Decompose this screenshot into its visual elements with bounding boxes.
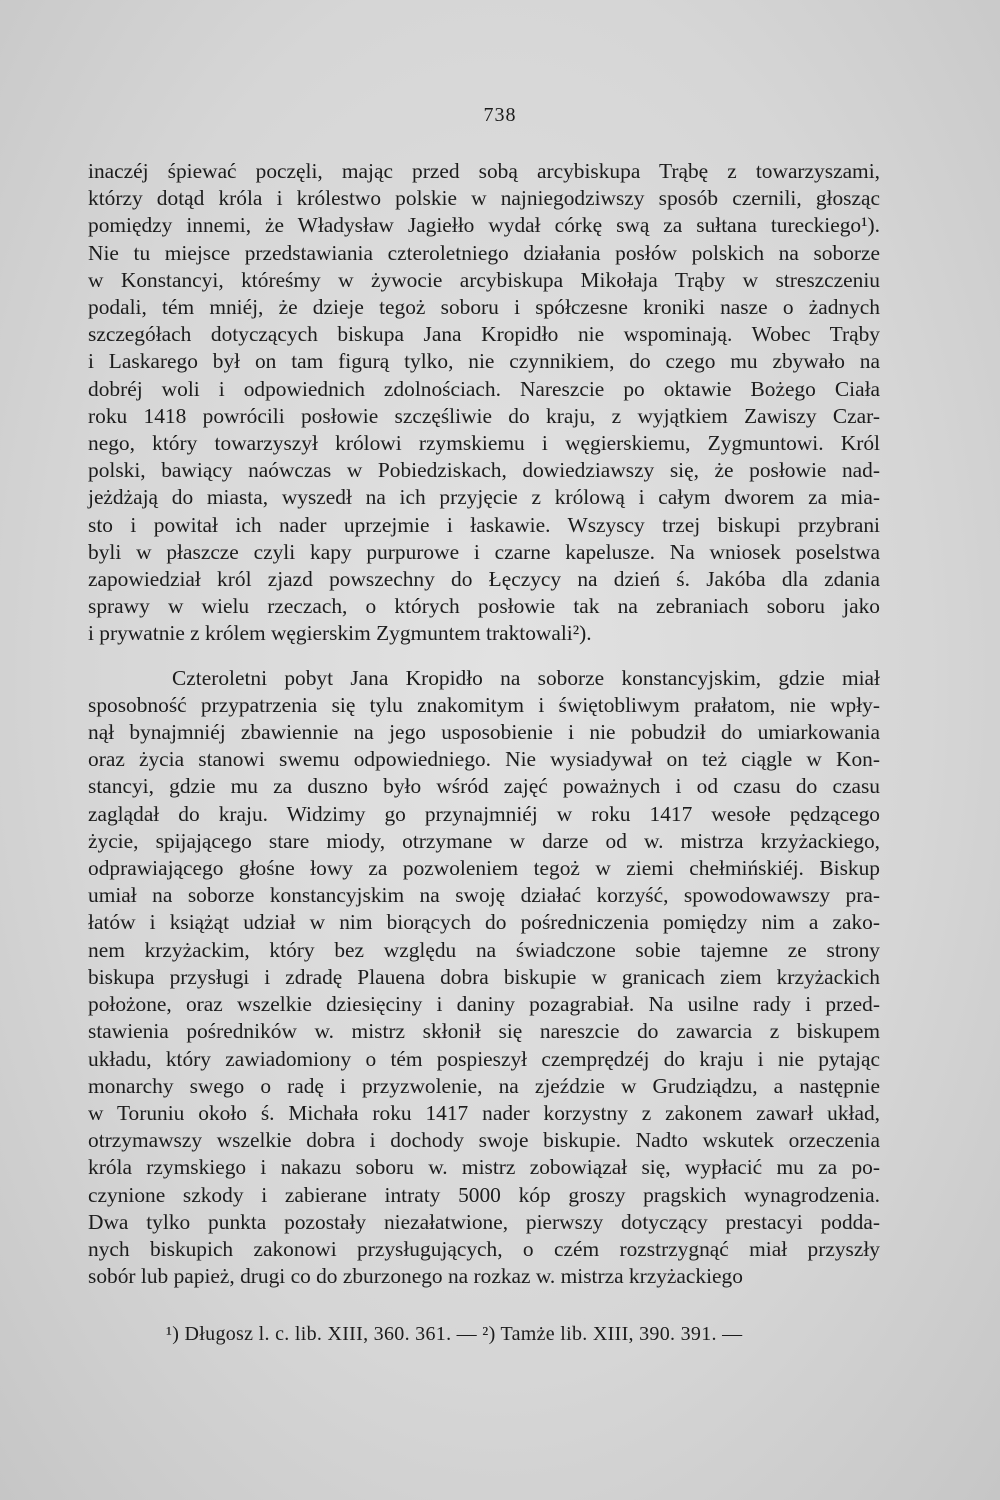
text-line: czynione szkody i zabierane intraty 5000 kóp groszy pragskich wynagrodzenia.	[88, 1182, 880, 1207]
text-line: byli w płaszcze czyli kapy purpurowe i czarne kapelusze. Na wniosek poselstwa	[88, 539, 880, 564]
text-line: Czteroletni pobyt Jana Kropidło na soborze konstancyjskim, gdzie miał	[172, 665, 880, 690]
text-line: nął bynajmniéj zbawiennie na jego usposobienie i nie pobudził do umiarkowania	[88, 720, 880, 745]
text-line: którzy dotąd króla i królestwo polskie w najniegodziwszy sposób czernili, głosząc	[88, 186, 880, 211]
text-line: biskupa przysługi i zdradę Plauena dobra biskupie w granicach ziem krzyżackich	[88, 964, 880, 989]
text-line: otrzymawszy wszelkie dobra i dochody swoje biskupie. Nadto wskutek orzeczenia	[88, 1128, 880, 1153]
text-line: jeżdżają do miasta, wyszedł na ich przyjęcie z królową i całym dworem za mia-	[88, 485, 880, 510]
text-line: zapowiedział król zjazd powszechny do Łęczycy na dzień ś. Jakóba dla zdania	[88, 567, 880, 592]
text-line: życie, spijającego stare miody, otrzymane w darze od w. mistrza krzyżackiego,	[88, 828, 880, 853]
text-line: pomiędzy innemi, że Władysław Jagiełło wydał córkę swą za sułtana tureckiego¹).	[88, 213, 880, 238]
text-line: sto i powitał ich nader uprzejmie i łaskawie. Wszyscy trzej biskupi przybrani	[88, 512, 880, 537]
text-line: i prywatnie z królem węgierskim Zygmuntem traktowali²).	[88, 621, 592, 646]
text-line: króla rzymskiego i nakazu soboru w. mistrz zobowiązał się, wypłacić mu za po-	[88, 1155, 880, 1180]
text-line: roku 1418 powrócili posłowie szczęśliwie do kraju, z wyjątkiem Zawiszy Czar-	[88, 403, 880, 428]
text-line: dobréj woli i odpowiednich zdolnościach. Nareszcie po oktawie Bożego Ciała	[88, 376, 880, 401]
text-line: monarchy swego o radę i przyzwolenie, na zjeździe w Grudziądzu, a następnie	[88, 1073, 880, 1098]
footnotes: ¹) Długosz l. c. lib. XIII, 360. 361. — ²) Tamże lib. XIII, 390. 391. —	[166, 1323, 743, 1345]
text-line: szczegółach dotyczących biskupa Jana Kropidło nie wspominają. Wobec Trąby	[88, 322, 880, 347]
page-number: 738	[483, 104, 517, 126]
text-line: Nie tu miejsce przedstawiania czteroletniego działania posłów polskich na soborze	[88, 240, 880, 265]
text-line: oraz życia stanowi swemu odpowiedniego. Nie wysiadywał on też ciągle w Kon-	[88, 747, 880, 772]
text-line: nem krzyżackim, który bez względu na świadczone sobie tajemne ze strony	[88, 937, 880, 962]
text-line: stancyi, gdzie mu za duszno było wśród zajęć poważnych i od czasu do czasu	[88, 774, 880, 799]
text-line: układu, który zawiadomiony o tém pospieszył czemprędzéj do kraju i nie pytając	[88, 1046, 880, 1071]
text-line: sobór lub papież, drugi co do zburzonego na rozkaz w. mistrza krzyżackiego	[88, 1264, 743, 1289]
text-line: sprawy w wielu rzeczach, o których posłowie tak na zebraniach soboru jako	[88, 594, 880, 619]
text-line: sposobność przypatrzenia się tylu znakomitym i świętobliwym prałatom, nie wpły-	[88, 692, 880, 717]
text-line: stawienia pośredników w. mistrz skłonił się nareszcie do zawarcia z biskupem	[88, 1019, 880, 1044]
paragraph-1	[88, 158, 880, 648]
text-line: nych biskupich zakonowi przysługujących, o czém rozstrzygnąć miał przyszły	[88, 1236, 880, 1261]
text-line: położone, oraz wszelkie dziesięciny i daniny pozagrabiał. Na usilne rady i przed-	[88, 992, 880, 1017]
text-line: zaglądał do kraju. Widzimy go przynajmniéj w roku 1417 wesołe pędzącego	[88, 801, 880, 826]
text-line: polski, bawiący naówczas w Pobiedziskach, dowiedziawszy się, że posłowie nad-	[88, 458, 880, 483]
paragraph-2	[88, 665, 880, 1291]
text-line: podali, tém mniéj, że dzieje tegoż soboru i spółczesne kroniki nasze o żadnych	[88, 295, 880, 320]
text-line: odprawiającego głośne łowy za pozwoleniem tegoż w ziemi chełmińskiéj. Biskup	[88, 856, 880, 881]
text-line: w Toruniu około ś. Michała roku 1417 nader korzystny z zakonem zawarł układ,	[88, 1100, 880, 1125]
text-line: łatów i książąt udział w nim biorących do pośredniczenia pomiędzy nim a zako-	[88, 910, 880, 935]
text-line: umiał na soborze konstancyjskim na swoję działać korzyść, spowodowawszy pra-	[88, 883, 880, 908]
text-line: inaczéj śpiewać poczęli, mając przed sobą arcybiskupa Trąbę z towarzyszami,	[88, 159, 880, 183]
body-text	[88, 158, 880, 1290]
text-line: nego, który towarzyszył królowi rzymskiemu i węgierskiemu, Zygmuntowi. Król	[88, 431, 880, 456]
text-line: Dwa tylko punkta pozostały niezałatwione, pierwszy dotyczący prestacyi podda-	[88, 1209, 880, 1234]
text-line: w Konstancyi, któreśmy w żywocie arcybiskupa Mikołaja Trąby w streszczeniu	[88, 267, 880, 292]
text-line: i Laskarego był on tam figurą tylko, nie czynnikiem, do czego mu zbywało na	[88, 349, 880, 374]
